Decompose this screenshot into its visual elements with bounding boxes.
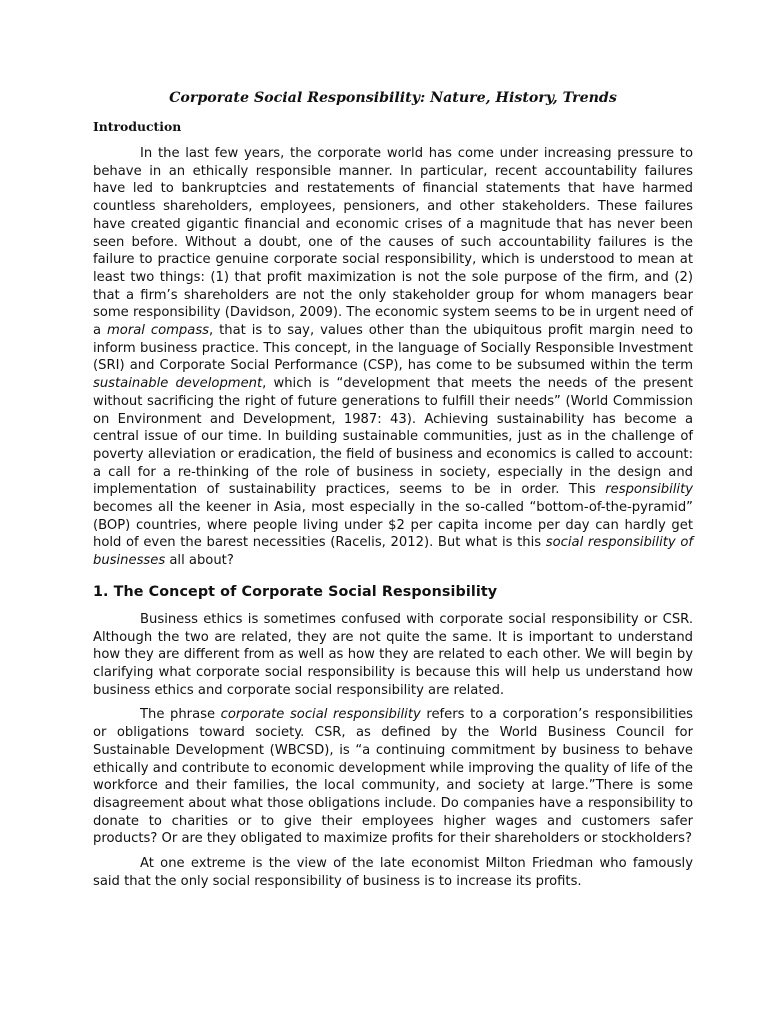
text-run: At one extreme is the view of the late economist Milton Friedman who famously said that the only social responsibility of business is to increase its profits. bbox=[93, 856, 693, 889]
italic-phrase: corporate social responsibility bbox=[220, 707, 421, 723]
text-run: , which is “development that meets the needs of the present without sacrificing the right of future generations to fulfill their needs” (World Commission on Environment and Development, 1987: 43). Achieving sustainability has become a central issue of our time. In building sustainable communities, just as in the challenge of poverty alleviation or eradication, the field of business and economics is called to account: a call for a re-thinking of the role of business in society, especially in the design and implementation of sustainability practices, seems to be in order. This bbox=[93, 376, 693, 498]
document-page bbox=[93, 88, 693, 890]
section-1-heading: 1. The Concept of Corporate Social Responsibility bbox=[93, 583, 498, 600]
italic-phrase: social responsibility of businesses bbox=[93, 535, 693, 569]
text-run: Business ethics is sometimes confused with corporate social responsibility or CSR. Although the two are related, they are not quite the same. It is important to understand how they are different from as well as how they are related to each other. We will begin by clarifying what corporate social responsibility is because this will help us understand how business ethics and corporate social responsibility are related. bbox=[93, 611, 693, 698]
intro-paragraph bbox=[93, 145, 693, 570]
document-title: Corporate Social Responsibility: Nature, History, Trends bbox=[169, 90, 617, 106]
text-run: all about? bbox=[165, 553, 234, 569]
introduction-heading: Introduction bbox=[93, 119, 182, 134]
text-run: refers to a corporation’s responsibilities or obligations toward society. CSR, as defined by the World Business Council for Sustainable Development (WBCSD), is “a continuing commitment by business to behave ethically and contribute to economic development while improving the quality of life of the workforce and their families, the local community, and society at large.”There is some disagreement about what those obligations include. Do companies have a responsibility to donate to charities or to give their employees higher wages and customers safer products? Or are they obligated to maximize profits for their shareholders or stockholders? bbox=[93, 707, 693, 847]
section-1-paragraph-2 bbox=[93, 706, 693, 848]
text-run: In the last few years, the corporate world has come under increasing pressure to behave in an ethically responsible manner. In particular, recent accountability failures have led to bankruptcies and restatements of financial statements that have harmed countless shareholders, employees, pensioners, and other stakeholders. These failures have created gigantic financial and economic crises of a magnitude that has never been seen before. Without a doubt, one of the causes of such accountability failures is the failure to practice genuine corporate social responsibility, which is understood to mean at least two things: (1) that profit maximization is not the sole purpose of the firm, and (2) that a firm’s shareholders are not the only stakeholder group for whom managers bear some responsibility (Davidson, 2009). The economic system seems to be in urgent need of a bbox=[93, 146, 693, 339]
text-run: The phrase bbox=[140, 707, 221, 723]
text-run: becomes all the keener in Asia, most especially in the so-called “bottom-of-the-pyramid” (BOP) countries, where people living under $2 per capita income per day can hardly get hold of even the barest necessities (Racelis, 2012). But what is this bbox=[93, 500, 693, 551]
italic-phrase: responsibility bbox=[605, 482, 693, 498]
section-1-paragraph-3 bbox=[93, 855, 693, 890]
italic-phrase: sustainable development bbox=[93, 376, 263, 392]
text-run: , that is to say, values other than the ubiquitous profit margin need to inform business practice. This concept, in the language of Socially Responsible Investment (SRI) and Corporate Social Performance (CSP), has come to be subsumed within the term bbox=[93, 323, 693, 374]
section-1-paragraph-1 bbox=[93, 611, 693, 700]
italic-phrase: moral compass bbox=[106, 323, 210, 339]
